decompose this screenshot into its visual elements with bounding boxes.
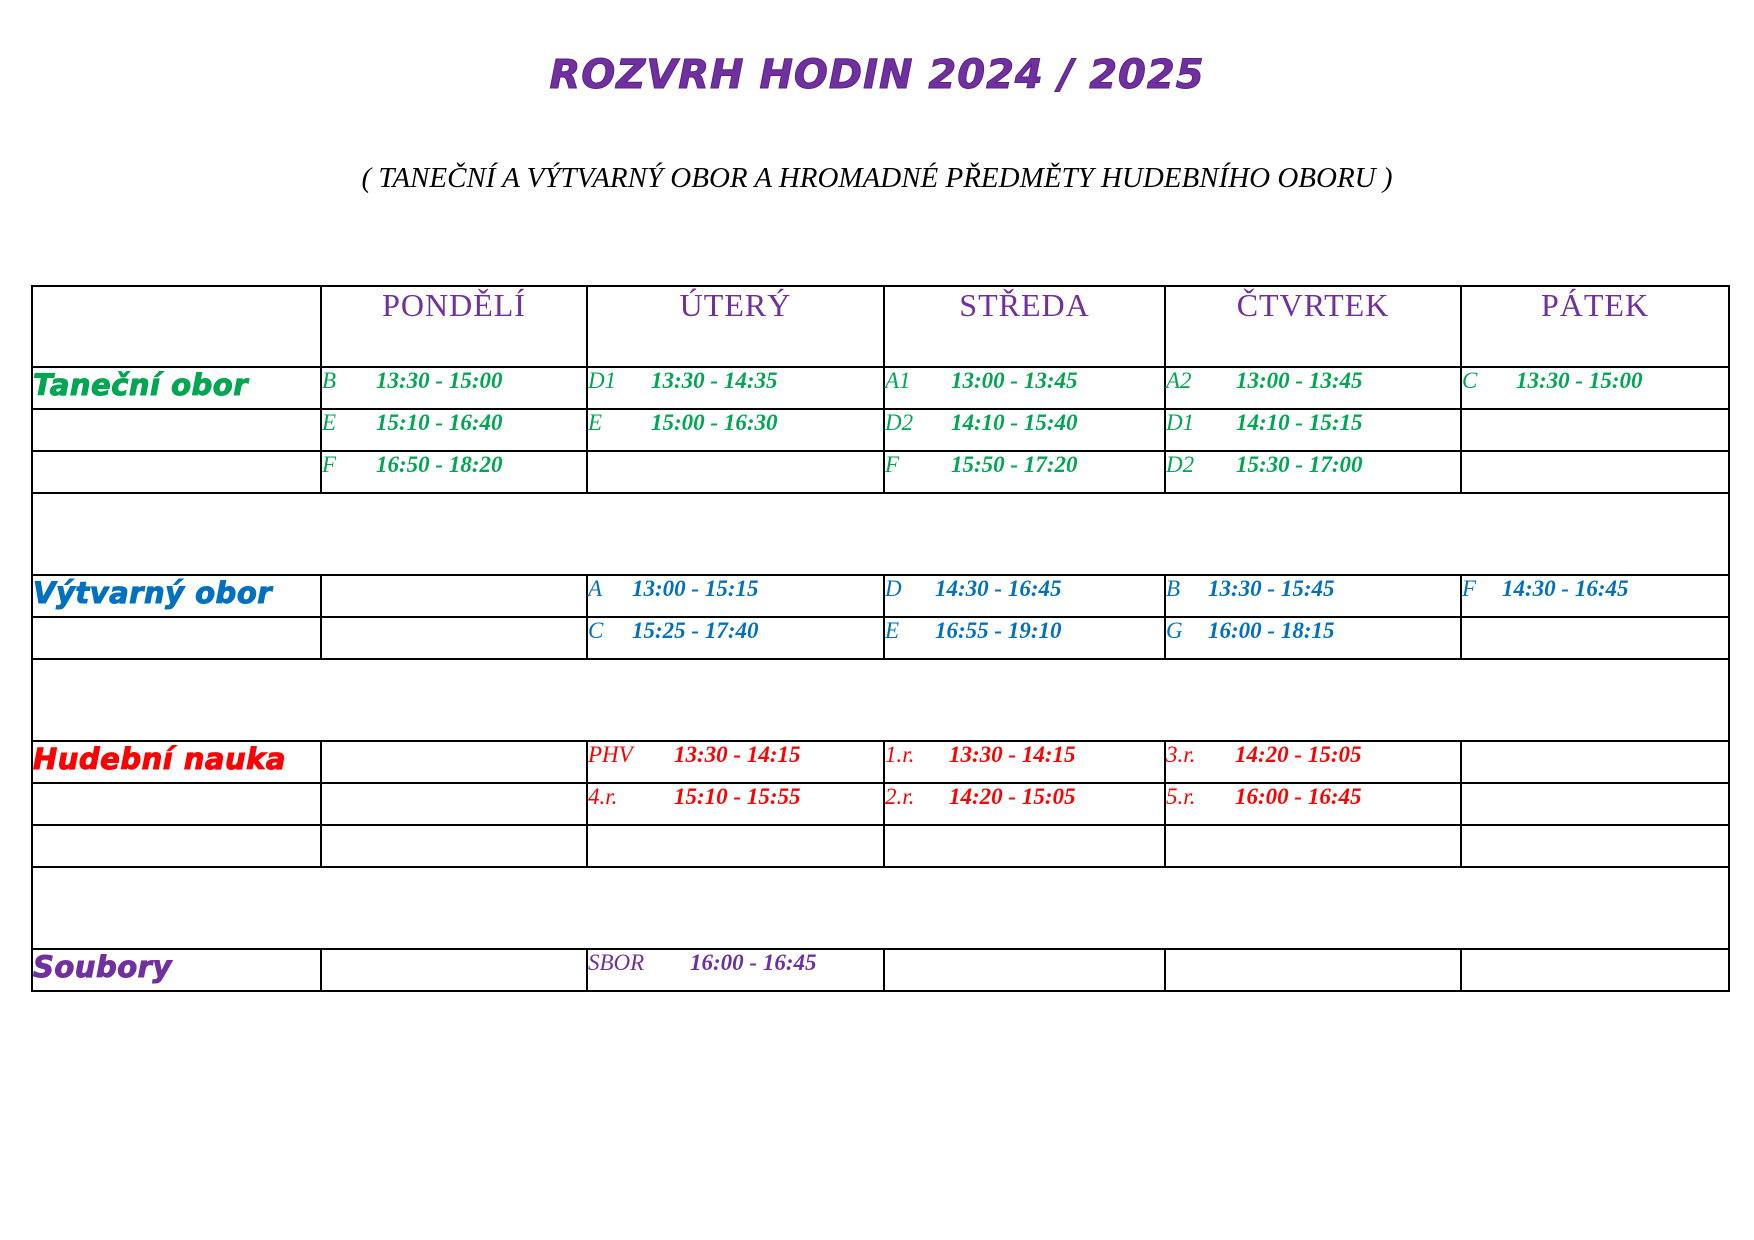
dance-cell-thursday <box>1165 367 1461 409</box>
dance-cell-wednesday <box>884 409 1165 451</box>
dance-cell-friday <box>1461 409 1729 451</box>
dance-cell-thursday <box>1165 409 1461 451</box>
art-cell-monday <box>321 617 587 659</box>
music-section-label: Hudební nauka <box>32 741 321 783</box>
day-header-tuesday: ÚTERÝ <box>587 286 884 367</box>
music-cell-thursday <box>1165 783 1461 825</box>
class-time: 13:00 - 15:15 <box>632 576 759 601</box>
class-group: 3.r. <box>1166 742 1196 767</box>
class-group: D1 <box>588 368 617 393</box>
art-row <box>32 575 1729 617</box>
music-cell-monday <box>321 783 587 825</box>
class-group: F <box>1462 576 1477 601</box>
class-time: 13:00 - 13:45 <box>1236 368 1363 393</box>
music-cell-friday <box>1461 783 1729 825</box>
class-group: 5.r. <box>1166 784 1196 809</box>
class-time: 13:30 - 14:15 <box>674 742 801 767</box>
art-cell-friday <box>1461 575 1729 617</box>
art-section-label: Výtvarný obor <box>32 575 321 617</box>
empty-label-cell <box>32 783 321 825</box>
class-group: F <box>322 452 337 477</box>
class-time: 15:00 - 16:30 <box>651 410 778 435</box>
class-time: 14:10 - 15:15 <box>1236 410 1363 435</box>
page-title: ROZVRH HODIN 2024 / 2025 <box>549 52 1205 98</box>
class-time: 13:30 - 14:15 <box>949 742 1076 767</box>
music-cell-wednesday <box>884 783 1165 825</box>
ensembles-row <box>32 949 1729 991</box>
class-group: D2 <box>885 410 914 435</box>
dance-row <box>32 451 1729 493</box>
class-time: 14:30 - 16:45 <box>1502 576 1629 601</box>
dance-row <box>32 367 1729 409</box>
section-spacer-row <box>32 659 1729 741</box>
ensembles-cell-wednesday <box>884 949 1165 991</box>
dance-cell-wednesday <box>884 451 1165 493</box>
class-group: G <box>1166 618 1183 643</box>
class-group: B <box>1166 576 1181 601</box>
class-group: C <box>1462 368 1478 393</box>
ensembles-cell-thursday <box>1165 949 1461 991</box>
dance-section-label: Taneční obor <box>32 367 321 409</box>
empty-label-cell <box>32 409 321 451</box>
class-time: 15:25 - 17:40 <box>632 618 759 643</box>
schedule-body <box>32 286 1729 991</box>
class-time: 14:20 - 15:05 <box>1235 742 1362 767</box>
music-cell-thursday <box>1165 741 1461 783</box>
music-cell-tuesday <box>587 825 884 867</box>
class-time: 15:10 - 15:55 <box>674 784 801 809</box>
ensembles-cell-tuesday <box>587 949 884 991</box>
class-group: D <box>885 576 902 601</box>
class-group: SBOR <box>588 950 645 975</box>
class-time: 16:50 - 18:20 <box>376 452 503 477</box>
class-group: E <box>885 618 900 643</box>
music-row <box>32 783 1729 825</box>
music-cell-thursday <box>1165 825 1461 867</box>
class-group: 4.r. <box>588 784 618 809</box>
class-group: A <box>588 576 603 601</box>
class-time: 15:30 - 17:00 <box>1236 452 1363 477</box>
dance-cell-wednesday <box>884 367 1165 409</box>
empty-label-cell <box>32 617 321 659</box>
class-time: 16:00 - 16:45 <box>1235 784 1362 809</box>
dance-cell-tuesday <box>587 409 884 451</box>
schedule-table <box>31 285 1730 992</box>
music-cell-friday <box>1461 825 1729 867</box>
music-cell-wednesday <box>884 825 1165 867</box>
section-spacer <box>32 867 1729 949</box>
art-cell-wednesday <box>884 575 1165 617</box>
class-group: 2.r. <box>885 784 915 809</box>
day-header-friday: PÁTEK <box>1461 286 1729 367</box>
class-time: 16:55 - 19:10 <box>935 618 1062 643</box>
art-cell-wednesday <box>884 617 1165 659</box>
class-time: 14:10 - 15:40 <box>951 410 1078 435</box>
art-cell-thursday <box>1165 617 1461 659</box>
art-cell-tuesday <box>587 617 884 659</box>
dance-cell-friday <box>1461 367 1729 409</box>
class-time: 14:30 - 16:45 <box>935 576 1062 601</box>
art-cell-friday <box>1461 617 1729 659</box>
class-time: 13:30 - 15:00 <box>376 368 503 393</box>
corner-cell <box>32 286 321 367</box>
class-time: 14:20 - 15:05 <box>949 784 1076 809</box>
class-time: 16:00 - 18:15 <box>1208 618 1335 643</box>
page-subtitle: ( TANEČNÍ A VÝTVARNÝ OBOR A HROMADNÉ PŘEDMĚTY HUDEBNÍHO OBORU ) <box>361 162 1393 194</box>
section-spacer-row <box>32 493 1729 575</box>
class-group: C <box>588 618 604 643</box>
class-group: 1.r. <box>885 742 915 767</box>
class-time: 13:30 - 15:45 <box>1208 576 1335 601</box>
ensembles-section-label: Soubory <box>32 949 321 991</box>
dance-cell-tuesday <box>587 367 884 409</box>
music-cell-friday <box>1461 741 1729 783</box>
class-group: A1 <box>885 368 911 393</box>
class-time: 13:00 - 13:45 <box>951 368 1078 393</box>
day-header-monday: PONDĚLÍ <box>321 286 587 367</box>
music-cell-monday <box>321 825 587 867</box>
music-row <box>32 741 1729 783</box>
ensembles-cell-friday <box>1461 949 1729 991</box>
art-cell-monday <box>321 575 587 617</box>
music-row <box>32 825 1729 867</box>
empty-label-cell <box>32 825 321 867</box>
ensembles-cell-monday <box>321 949 587 991</box>
dance-row <box>32 409 1729 451</box>
class-time: 16:00 - 16:45 <box>690 950 817 975</box>
dance-cell-monday <box>321 409 587 451</box>
class-group: D1 <box>1166 410 1195 435</box>
class-group: PHV <box>588 742 633 767</box>
class-time: 13:30 - 15:00 <box>1516 368 1643 393</box>
day-header-wednesday: STŘEDA <box>884 286 1165 367</box>
dance-cell-monday <box>321 367 587 409</box>
art-cell-tuesday <box>587 575 884 617</box>
class-time: 15:50 - 17:20 <box>951 452 1078 477</box>
class-group: F <box>885 452 900 477</box>
music-cell-tuesday <box>587 783 884 825</box>
class-group: E <box>588 410 603 435</box>
section-spacer-row <box>32 867 1729 949</box>
class-group: B <box>322 368 337 393</box>
class-group: D2 <box>1166 452 1195 477</box>
music-cell-tuesday <box>587 741 884 783</box>
section-spacer <box>32 493 1729 575</box>
day-header-row <box>32 286 1729 367</box>
music-cell-monday <box>321 741 587 783</box>
dance-cell-thursday <box>1165 451 1461 493</box>
class-time: 13:30 - 14:35 <box>651 368 778 393</box>
class-group: A2 <box>1166 368 1192 393</box>
dance-cell-tuesday <box>587 451 884 493</box>
art-cell-thursday <box>1165 575 1461 617</box>
class-group: E <box>322 410 337 435</box>
day-header-thursday: ČTVRTEK <box>1165 286 1461 367</box>
music-cell-wednesday <box>884 741 1165 783</box>
empty-label-cell <box>32 451 321 493</box>
dance-cell-monday <box>321 451 587 493</box>
class-time: 15:10 - 16:40 <box>376 410 503 435</box>
dance-cell-friday <box>1461 451 1729 493</box>
art-row <box>32 617 1729 659</box>
section-spacer <box>32 659 1729 741</box>
